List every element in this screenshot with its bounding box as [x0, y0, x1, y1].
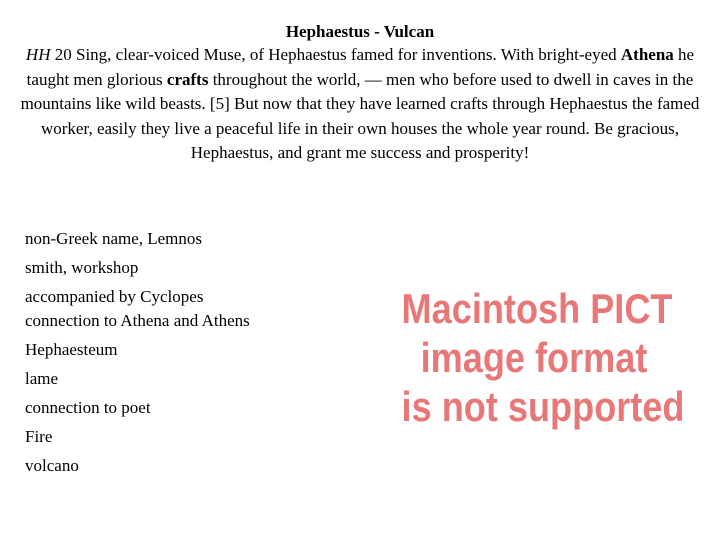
quote-text-2: he taught men glorious — [26, 45, 695, 89]
list-item: Fire — [25, 427, 53, 446]
quote-text-1: 20 Sing, clear-voiced Muse, of Hephaestus famed for inventions. With bright-eyed — [50, 45, 621, 64]
hymn-quote — [4, 43, 716, 166]
list-item: connection to poet — [25, 398, 151, 417]
attribute-list — [25, 228, 250, 484]
placeholder-line: Macintosh PICT — [401, 285, 673, 332]
slide-title: Hephaestus - Vulcan — [285, 22, 435, 41]
list-item: Hephaesteum — [25, 340, 118, 359]
placeholder-line: is not supported — [401, 383, 685, 430]
list-item: volcano — [25, 456, 79, 475]
quote-crafts: crafts — [166, 69, 209, 89]
list-item: smith, workshop — [25, 258, 139, 277]
quote-text-3: throughout the world, — men who before used to dwell in caves in the mountains like wild beasts. [5] But now that they have learned crafts through Hephaestus the famed worker, easily they live a peaceful life in their own houses the whole year round. Be gracious, Hephaestus, and grant me success and prosperity! — [20, 69, 700, 162]
list-item: accompanied by Cyclopes — [25, 287, 204, 306]
list-item: non-Greek name, Lemnos — [25, 229, 203, 248]
unsupported-image-placeholder — [401, 284, 685, 431]
list-item: connection to Athena and Athens — [25, 311, 250, 330]
placeholder-line: image format — [420, 334, 648, 381]
list-item: lame — [25, 369, 59, 388]
hymn-reference: HH — [25, 45, 51, 64]
quote-athena: Athena — [620, 45, 674, 64]
